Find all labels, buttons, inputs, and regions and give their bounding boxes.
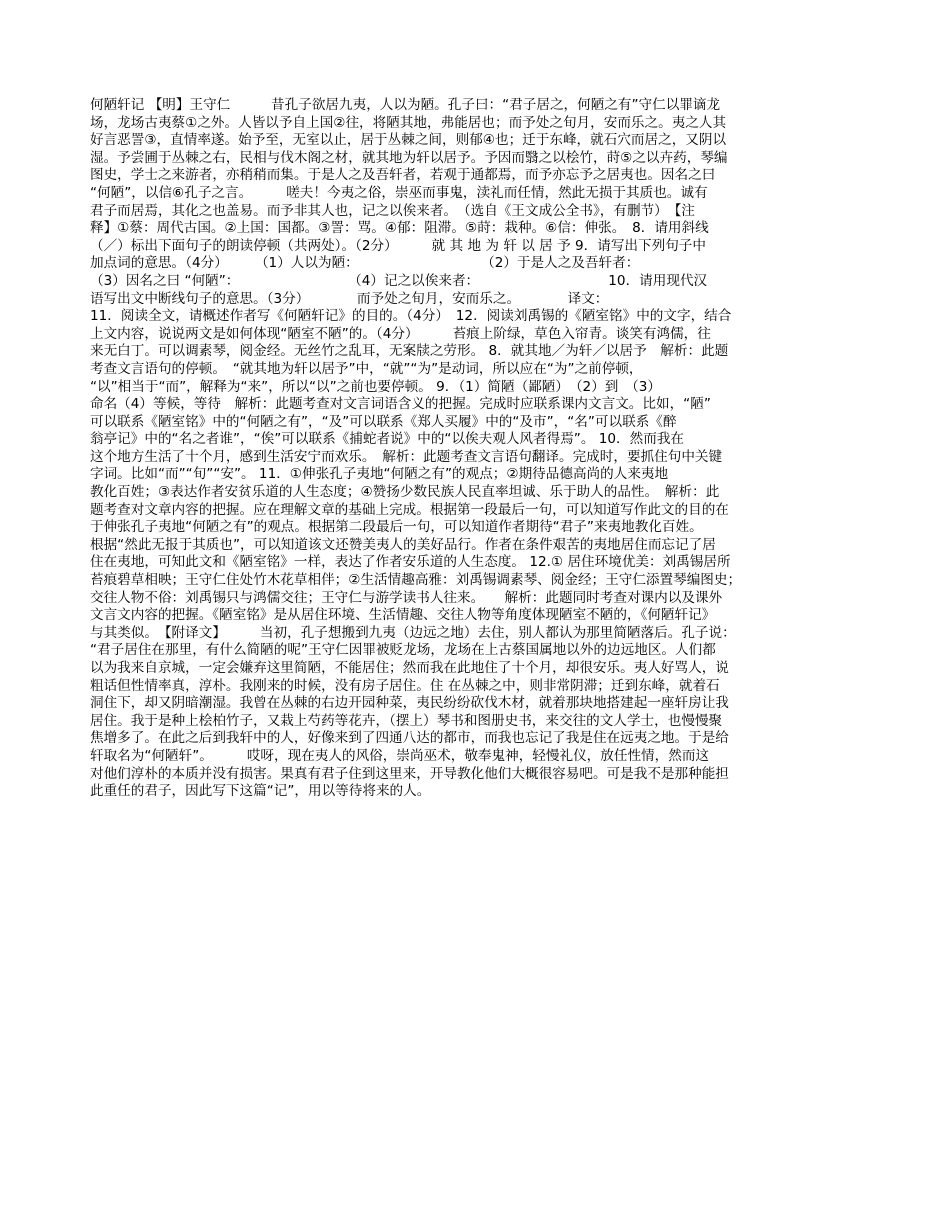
text-line: 翁亭记》中的“名之者谁”，“俟”可以联系《捕蛇者说》中的“以俟夫观人风者得焉”。 10．然而我在: [90, 431, 685, 448]
text-line: 交往人物不俗：刘禹锡只与鸿儒交往；王守仁与游学读书人往来。 解析：此题同时考查对课内以及课外: [90, 589, 723, 606]
text-line: “君子居住在那里，有什么简陋的呢”王守仁因罪被贬龙场，龙场在上古蔡国属地以外的边远地区。人们都: [90, 642, 716, 659]
text-line: “何陋”，以信⑥孔子之言。 嗟夫！今夷之俗，崇巫而事鬼，渎礼而任情，然此无损于其质也。诚有: [90, 184, 708, 201]
text-line: 释】①蔡：周代古国。②上国：国都。③詈：骂。④郁：阻滞。⑤莳：栽种。⑥信：伸张。 8．请用斜线: [90, 220, 709, 237]
text-line: 洞住下，却又阴暗潮湿。我曾在丛棘的右边开园种菜，夷民纷纷砍伐木材，就着那块地搭建起一座轩房让我: [90, 695, 729, 712]
text-line: 苔痕碧草相映；王守仁住处竹木花草相伴；②生活情趣高雅：刘禹锡调素琴、阅金经；王守仁添置琴编图史；: [90, 572, 742, 589]
text-line: 好言恶詈③，直情率遂。始予至，无室以止，居于丛棘之间，则郁④也；迁于东峰，就石穴而居之，又阴以: [90, 132, 727, 149]
text-line: 此重任的君子，因此写下这篇“记”，用以等待将来的人。: [90, 783, 431, 800]
text-line: 来无白丁。可以调素琴，阅金经。无丝竹之乱耳，无案牍之劳形。 8．就其地／为轩／以居予 解析：此题: [90, 343, 729, 360]
text-line: 考查文言语句的停顿。 “就其地为轩以居予”中，“就”“为”是动词，所以应在“为”之前停顿，: [90, 360, 643, 377]
text-line: 于伸张孔子夷地“何陋之有”的观点。根据第二段最后一句，可以知道作者期待“君子”来夷地教化百姓。: [90, 519, 703, 536]
text-line: 场，龙场古夷蔡①之外。人皆以予自上国②往，将陋其地，弗能居也；而予处之旬月，安而乐之。夷之人其: [90, 114, 727, 131]
text-line: （／）标出下面句子的朗读停顿（共两处）。（2分） 就 其 地 为 轩 以 居 予 9．请写出下列句子中: [90, 237, 706, 254]
text-line: 住在夷地，可知此文和《陋室铭》一样，表达了作者安乐道的人生态度。 12.① 居住环境优美：刘禹锡居所: [90, 554, 731, 571]
text-line: 图史，学士之来游者，亦稍稍而集。于是人之及吾轩者，若观于通都焉，而予亦忘予之居夷也。因名之曰: [90, 167, 716, 184]
text-line: 轩取名为“何陋轩”。 哎呀，现在夷人的风俗，崇尚巫术，敬奉鬼神，轻慢礼仪，放任性情，然而这: [90, 747, 710, 764]
text-line: 可以联系《陋室铭》中的“何陋之有”，“及”可以联系《郑人买履》中的“及市”，“名”可以联系《醉: [90, 413, 677, 430]
text-line: 粗话但性情率真，淳朴。我刚来的时候，没有房子居住。住 在丛棘之中，则非常阴滞；迁到东峰，就着石: [90, 677, 720, 694]
text-line: （3）因名之曰 “何陋”： （4）记之以俟来者： 10．请用现代汉: [90, 272, 708, 289]
text-line: 这个地方生活了十个月，感到生活安宁而欢乐。 解析：此题考查文言语句翻译。完成时，要抓住句中关键: [90, 448, 723, 465]
text-line: 与其类似。 【附译文】 当初，孔子想搬到九夷（边远之地）去住，别人都认为那里简陋落后。孔子说：: [90, 624, 736, 641]
document-body: [90, 97, 880, 801]
text-line: 君子而居焉，其化之也盖易。而予非其人也，记之以俟来者。 （选自《王文成公全书》，有删节） 【注: [90, 202, 695, 219]
text-line: 题考查对文章内容的把握。应在理解文章的基础上完成。根据第一段最后一句，可以知道写作此文的目的在: [90, 501, 729, 518]
text-line: 对他们淳朴的本质并没有损害。果真有君子住到这里来，开导教化他们大概很容易吧。可是我不是那种能担: [90, 765, 729, 782]
text-line: 以为我来自京城，一定会嫌弃这里简陋，不能居住；然而我在此地住了十个月，却很安乐。夷人好骂人，说: [90, 660, 729, 676]
text-line: 上文内容，说说两文是如何体现“陋室不陋”的。（4分） 苔痕上阶绿，草色入帘青。谈笑有鸿儒，往: [90, 325, 711, 342]
text-line: 居住。我于是种上桧柏竹子，又栽上芍药等花卉，（摆上）琴书和图册史书，来交往的文人学士，也慢慢聚: [90, 712, 723, 729]
text-line: 焦增多了。在此之后到我轩中的人，好像来到了四通八达的都市，而我也忘记了我是住在远夷之地。于是给: [90, 730, 729, 747]
text-line: 何陋轩记 【明】王守仁 昔孔子欲居九夷，人以为陋。孔子曰：“君子居之，何陋之有”守仁以罪谪龙: [90, 97, 721, 113]
document-page: [90, 97, 880, 801]
text-line: 文言文内容的把握。《陋室铭》是从居住环境、生活情趣、交往人物等角度体现陋室不陋的，《何陋轩记》: [90, 607, 716, 624]
text-line: 教化百姓；③表达作者安贫乐道的人生态度；④赞扬少数民族人民直率坦诚、乐于助人的品性。 解析：此: [90, 484, 720, 501]
text-line: “以”相当于“而”，解释为“来”，所以“以”之前也要停顿。 9．（1）简陋（鄙陋） （2）到 （3）: [90, 378, 662, 395]
text-line: 湿。予尝圃于丛棘之右，民相与伐木阁之材，就其地为轩以居予。予因而翳之以桧竹，莳⑤之以卉药，琴编: [90, 149, 728, 166]
text-line: 加点词的意思。（4分） （1）人以为陋： （2）于是人之及吾轩者：: [90, 255, 640, 272]
text-line: 语写出文中断线句子的意思。（3分） 而予处之旬月，安而乐之。 译文：: [90, 290, 609, 307]
text-line: 命名（4）等候，等待 解析：此题考查对文言词语含义的把握。完成时应联系课内文言文。比如，“陋”: [90, 396, 711, 413]
text-line: 字词。比如“而”“旬”“安”。 11．①伸张孔子夷地“何陋之有”的观点；②期待品德高尚的人来夷地: [90, 466, 669, 483]
text-line: 根据“然此无报于其质也”，可以知道该文还赞美夷人的美好品行。作者在条件艰苦的夷地居住而忘记了居: [90, 536, 716, 553]
text-line: 11．阅读全文，请概述作者写《何陋轩记》的目的。（4分） 12．阅读刘禹锡的《陋室铭》中的文字，结合: [90, 308, 732, 325]
